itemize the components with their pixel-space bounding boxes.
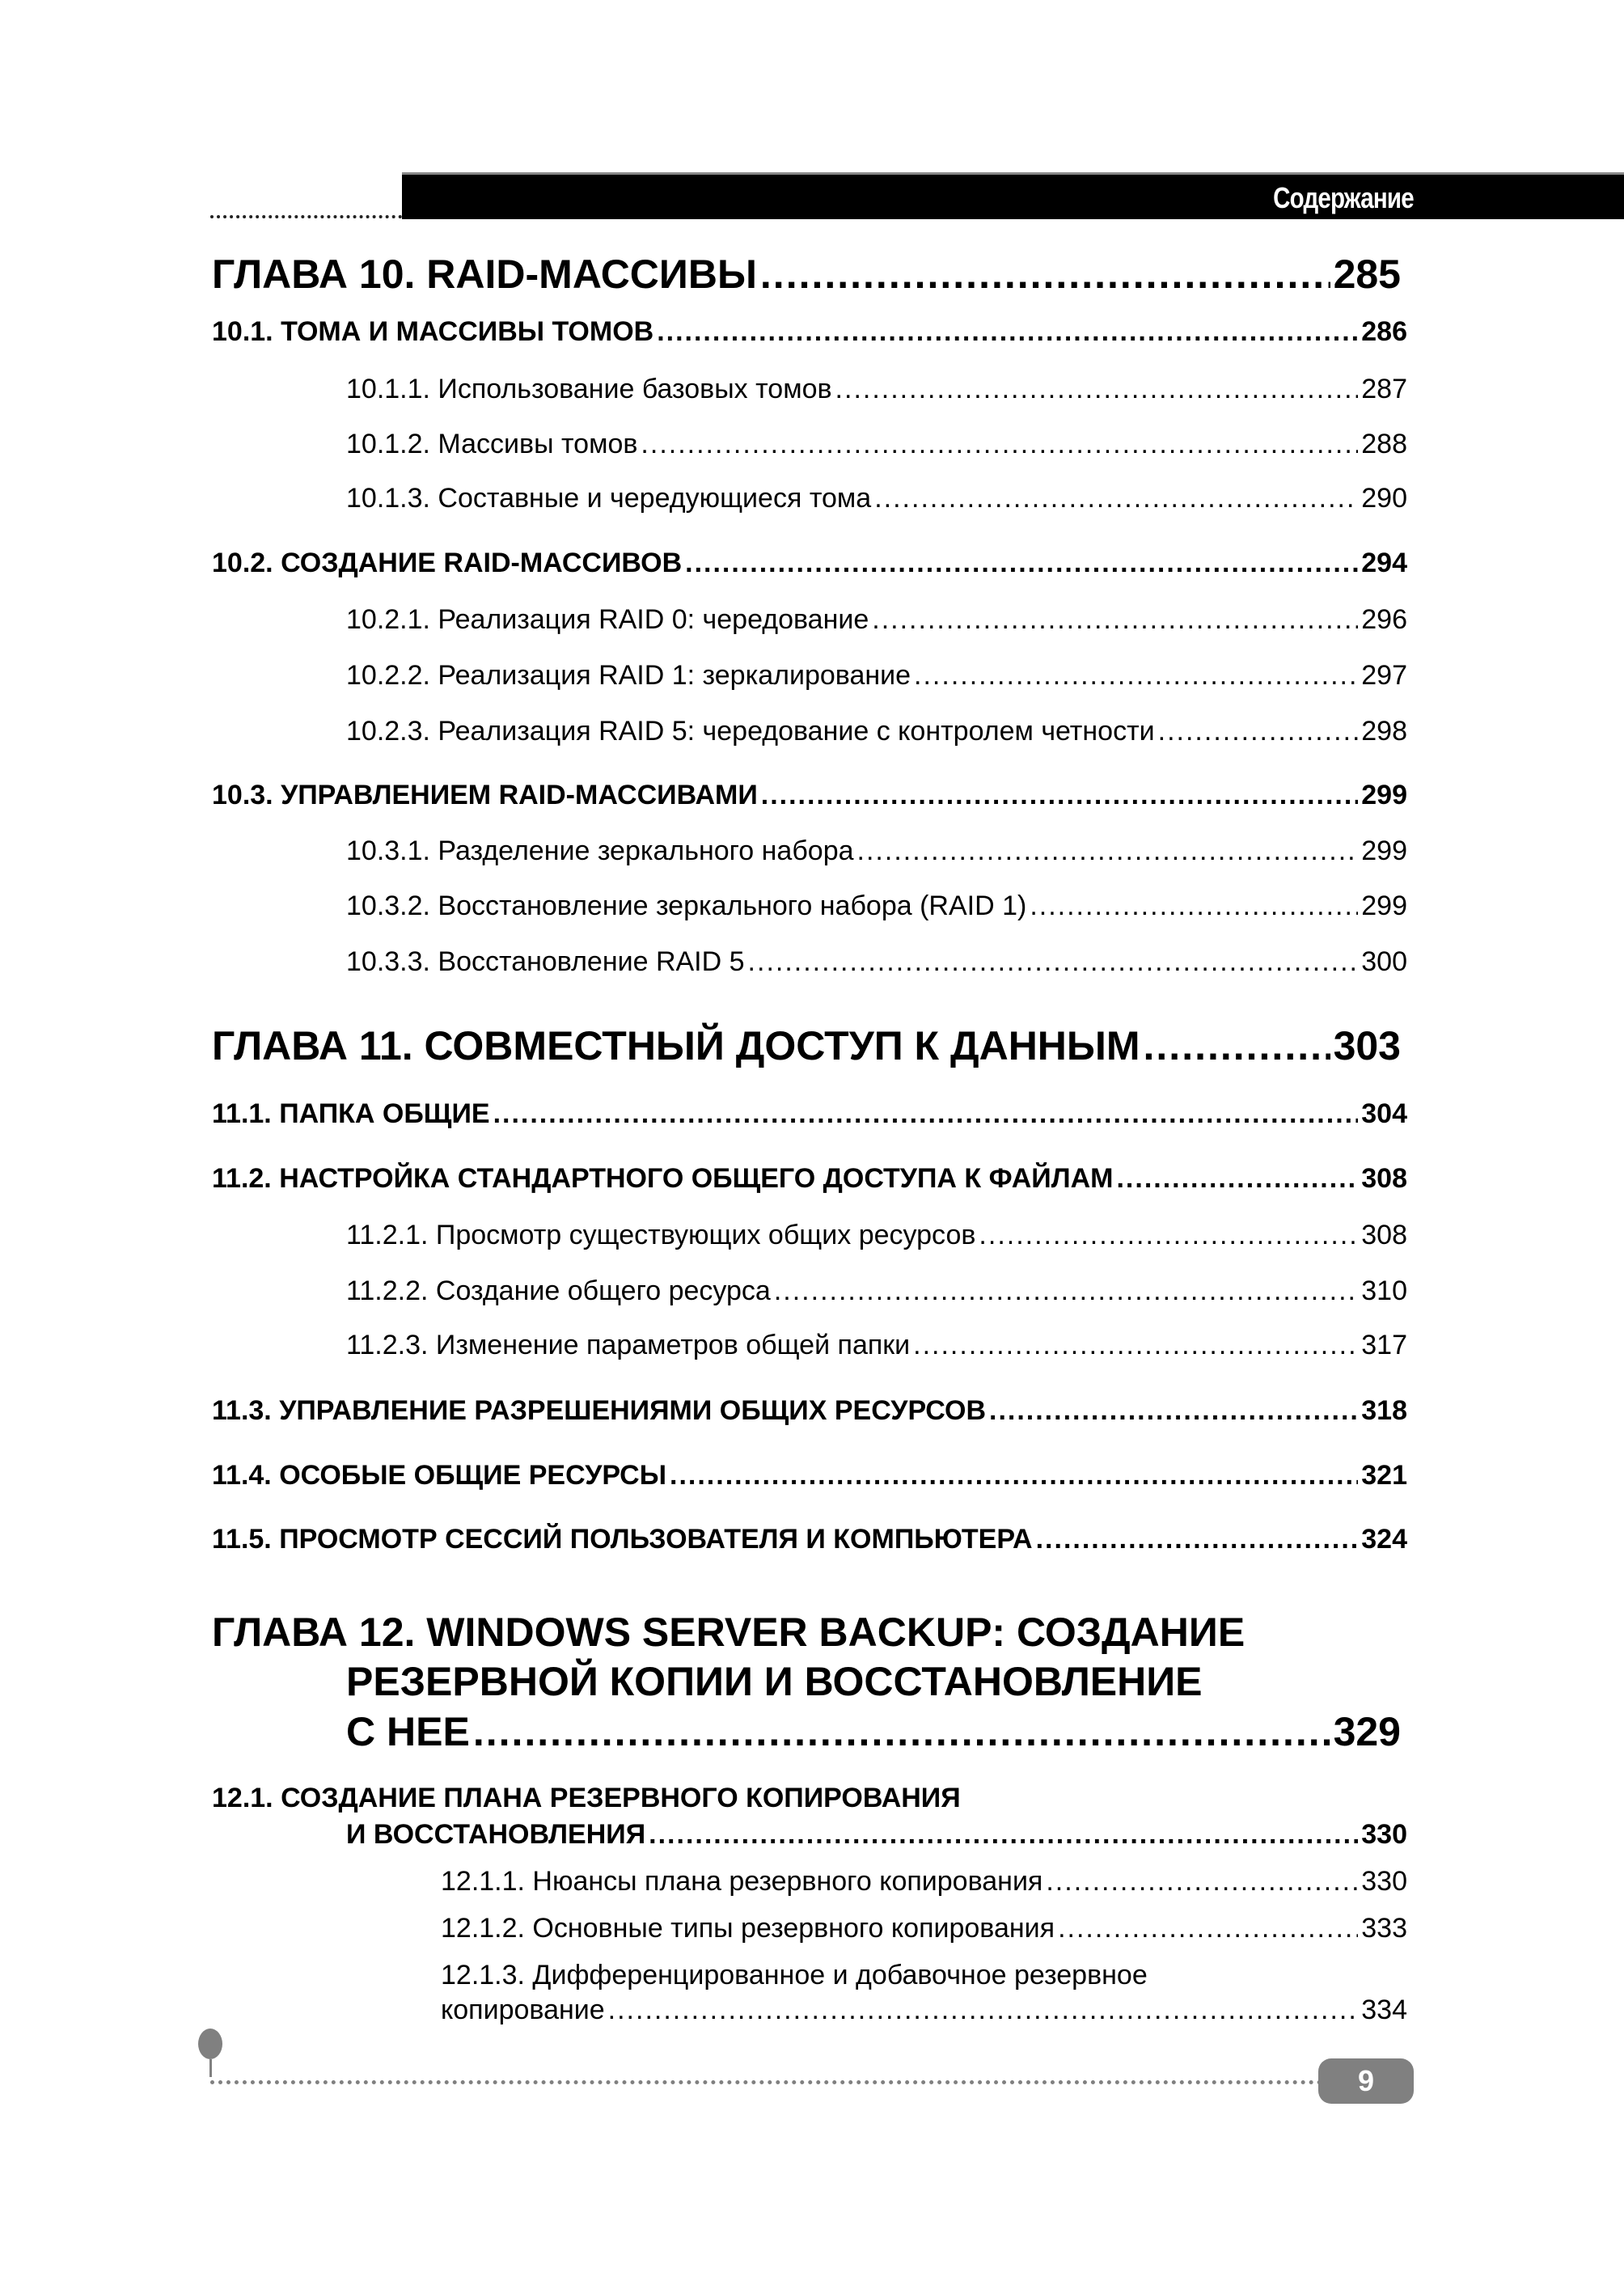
leader-dots [1030,891,1358,922]
leader-dots [1058,1913,1358,1944]
leader-dots [641,429,1358,460]
leader-dots [872,604,1358,636]
leader-dots [761,780,1359,811]
page-number: 308 [1361,1163,1407,1194]
page-number: 288 [1361,429,1407,459]
toc-section-12-1-line1[interactable]: 12.1. СОЗДАНИЕ ПЛАНА РЕЗЕРВНОГО КОПИРОВАНИЯ [212,1783,961,1813]
page-number: 330 [1361,1866,1407,1897]
page-number: 324 [1361,1524,1407,1555]
toc-subsection[interactable]: 11.2.1. Просмотр существующих общих ресурсов ..... 308 [346,1220,1407,1251]
toc-subsection[interactable]: 12.1.2. Основные типы резервного копирования ..... 333 [441,1913,1407,1944]
leader-dots [473,1708,1330,1755]
running-header-title: Содержание [1273,181,1414,214]
leader-dots [760,251,1330,298]
footer-dotted-rule [210,2080,1322,2084]
toc-section[interactable]: 11.4. ОСОБЫЕ ОБЩИЕ РЕСУРСЫ ..... 321 [212,1460,1407,1491]
toc-chapter-12-line1[interactable]: ГЛАВА 12. WINDOWS SERVER BACKUP: СОЗДАНИЕ [212,1610,1245,1655]
toc-section[interactable]: 11.2. НАСТРОЙКА СТАНДАРТНОГО ОБЩЕГО ДОСТУПА К ФАЙЛАМ ..... 308 [212,1163,1407,1195]
page-number: 286 [1361,316,1407,347]
toc-subsection[interactable]: 12.1.1. Нюансы плана резервного копирования ..... 330 [441,1866,1407,1897]
leader-dots [1116,1163,1358,1195]
toc-subsection[interactable]: 10.1.3. Составные и чередующиеся тома ..... 290 [346,483,1407,514]
toc-subsection[interactable]: 10.2.3. Реализация RAID 5: чередование с контролем четности ..... 298 [346,716,1407,747]
page-number: 330 [1361,1819,1407,1850]
footer-pin-dot-icon [198,2029,222,2059]
toc-subsection[interactable]: 10.1.2. Массивы томов ..... 288 [346,429,1407,460]
leader-dots [657,316,1358,348]
header-dotted-rule [210,215,402,218]
toc-subsection[interactable]: 11.2.3. Изменение параметров общей папки ..... 317 [346,1330,1407,1361]
page-number: 329 [1333,1709,1401,1754]
leader-dots [979,1220,1358,1251]
leader-dots [913,1330,1358,1361]
leader-dots [774,1276,1358,1307]
page-number: 310 [1361,1276,1407,1306]
toc-subsection[interactable]: 11.2.2. Создание общего ресурса ..... 310 [346,1276,1407,1307]
leader-dots [685,548,1358,579]
toc-subsection-12-1-3-line1[interactable]: 12.1.3. Дифференцированное и добавочное резервное [441,1960,1148,1991]
leader-dots [670,1460,1358,1491]
toc-section[interactable]: 10.2. СОЗДАНИЕ RAID-МАССИВОВ ..... 294 [212,548,1407,579]
toc-subsection[interactable]: 10.2.1. Реализация RAID 0: чередование ..... 296 [346,604,1407,636]
toc-subsection[interactable]: 10.1.1. Использование базовых томов ..... 287 [346,374,1407,405]
page-number: 333 [1361,1913,1407,1944]
leader-dots [1158,716,1359,747]
leader-dots [649,1819,1358,1851]
page-number: 308 [1361,1220,1407,1250]
page-number: 303 [1333,1023,1401,1068]
running-header-bar [402,172,1624,219]
toc-section[interactable]: 11.5. ПРОСМОТР СЕССИЙ ПОЛЬЗОВАТЕЛЯ И КОМПЬЮТЕРА ..... 324 [212,1524,1407,1555]
leader-dots [1036,1524,1359,1555]
leader-dots [835,374,1359,405]
page-number: 304 [1361,1098,1407,1129]
leader-dots [1144,1022,1330,1069]
page-number: 296 [1361,604,1407,635]
toc-section-12-1-line2[interactable]: И ВОССТАНОВЛЕНИЯ ..... 330 [346,1819,1407,1851]
page-number-badge: 9 [1318,2058,1414,2104]
leader-dots [493,1098,1359,1130]
page-number: 321 [1361,1460,1407,1491]
page-number: 299 [1361,836,1407,866]
leader-dots [748,946,1359,978]
toc-subsection-12-1-3-line2[interactable]: копирование ..... 334 [441,1995,1407,2026]
page-number: 287 [1361,374,1407,404]
toc-section[interactable]: 11.3. УПРАВЛЕНИЕ РАЗРЕШЕНИЯМИ ОБЩИХ РЕСУРСОВ ..... 318 [212,1395,1407,1427]
leader-dots [1046,1866,1358,1897]
page-number: 300 [1361,946,1407,977]
toc-subsection[interactable]: 10.2.2. Реализация RAID 1: зеркалирование ..... 297 [346,660,1407,692]
page-number: 285 [1333,252,1401,297]
leader-dots [608,1995,1359,2026]
page-number: 294 [1361,548,1407,578]
toc-subsection[interactable]: 10.3.1. Разделение зеркального набора ..... 299 [346,836,1407,867]
page-number: 318 [1361,1395,1407,1426]
page-number: 290 [1361,483,1407,514]
toc-subsection[interactable]: 10.3.3. Восстановление RAID 5 ..... 300 [346,946,1407,978]
toc-chapter-12-line3[interactable]: С НЕЕ ..... 329 [346,1708,1401,1755]
page-number: 299 [1361,891,1407,921]
leader-dots [857,836,1359,867]
page-number: 298 [1361,716,1407,747]
leader-dots [989,1395,1358,1427]
page-number: 317 [1361,1330,1407,1360]
page-number: 334 [1361,1995,1407,2025]
toc-chapter-12-line2[interactable]: РЕЗЕРВНОЙ КОПИИ И ВОССТАНОВЛЕНИЕ [346,1659,1203,1704]
page-number: 299 [1361,780,1407,810]
toc-section[interactable]: 10.3. УПРАВЛЕНИЕМ RAID-МАССИВАМИ ..... 299 [212,780,1407,811]
leader-dots [874,483,1358,514]
toc-section[interactable]: 10.1. ТОМА И МАССИВЫ ТОМОВ ..... 286 [212,316,1407,348]
toc-subsection[interactable]: 10.3.2. Восстановление зеркального набора (RAID 1) ..... 299 [346,891,1407,922]
leader-dots [914,660,1358,692]
toc-section[interactable]: 11.1. ПАПКА ОБЩИЕ ..... 304 [212,1098,1407,1130]
page-number: 297 [1361,660,1407,691]
toc-chapter-10[interactable]: ГЛАВА 10. RAID-МАССИВЫ ..... 285 [212,251,1401,298]
toc-chapter-11[interactable]: ГЛАВА 11. СОВМЕСТНЫЙ ДОСТУП К ДАННЫМ ..... 303 [212,1022,1401,1069]
footer-pin-stem [209,2059,212,2077]
